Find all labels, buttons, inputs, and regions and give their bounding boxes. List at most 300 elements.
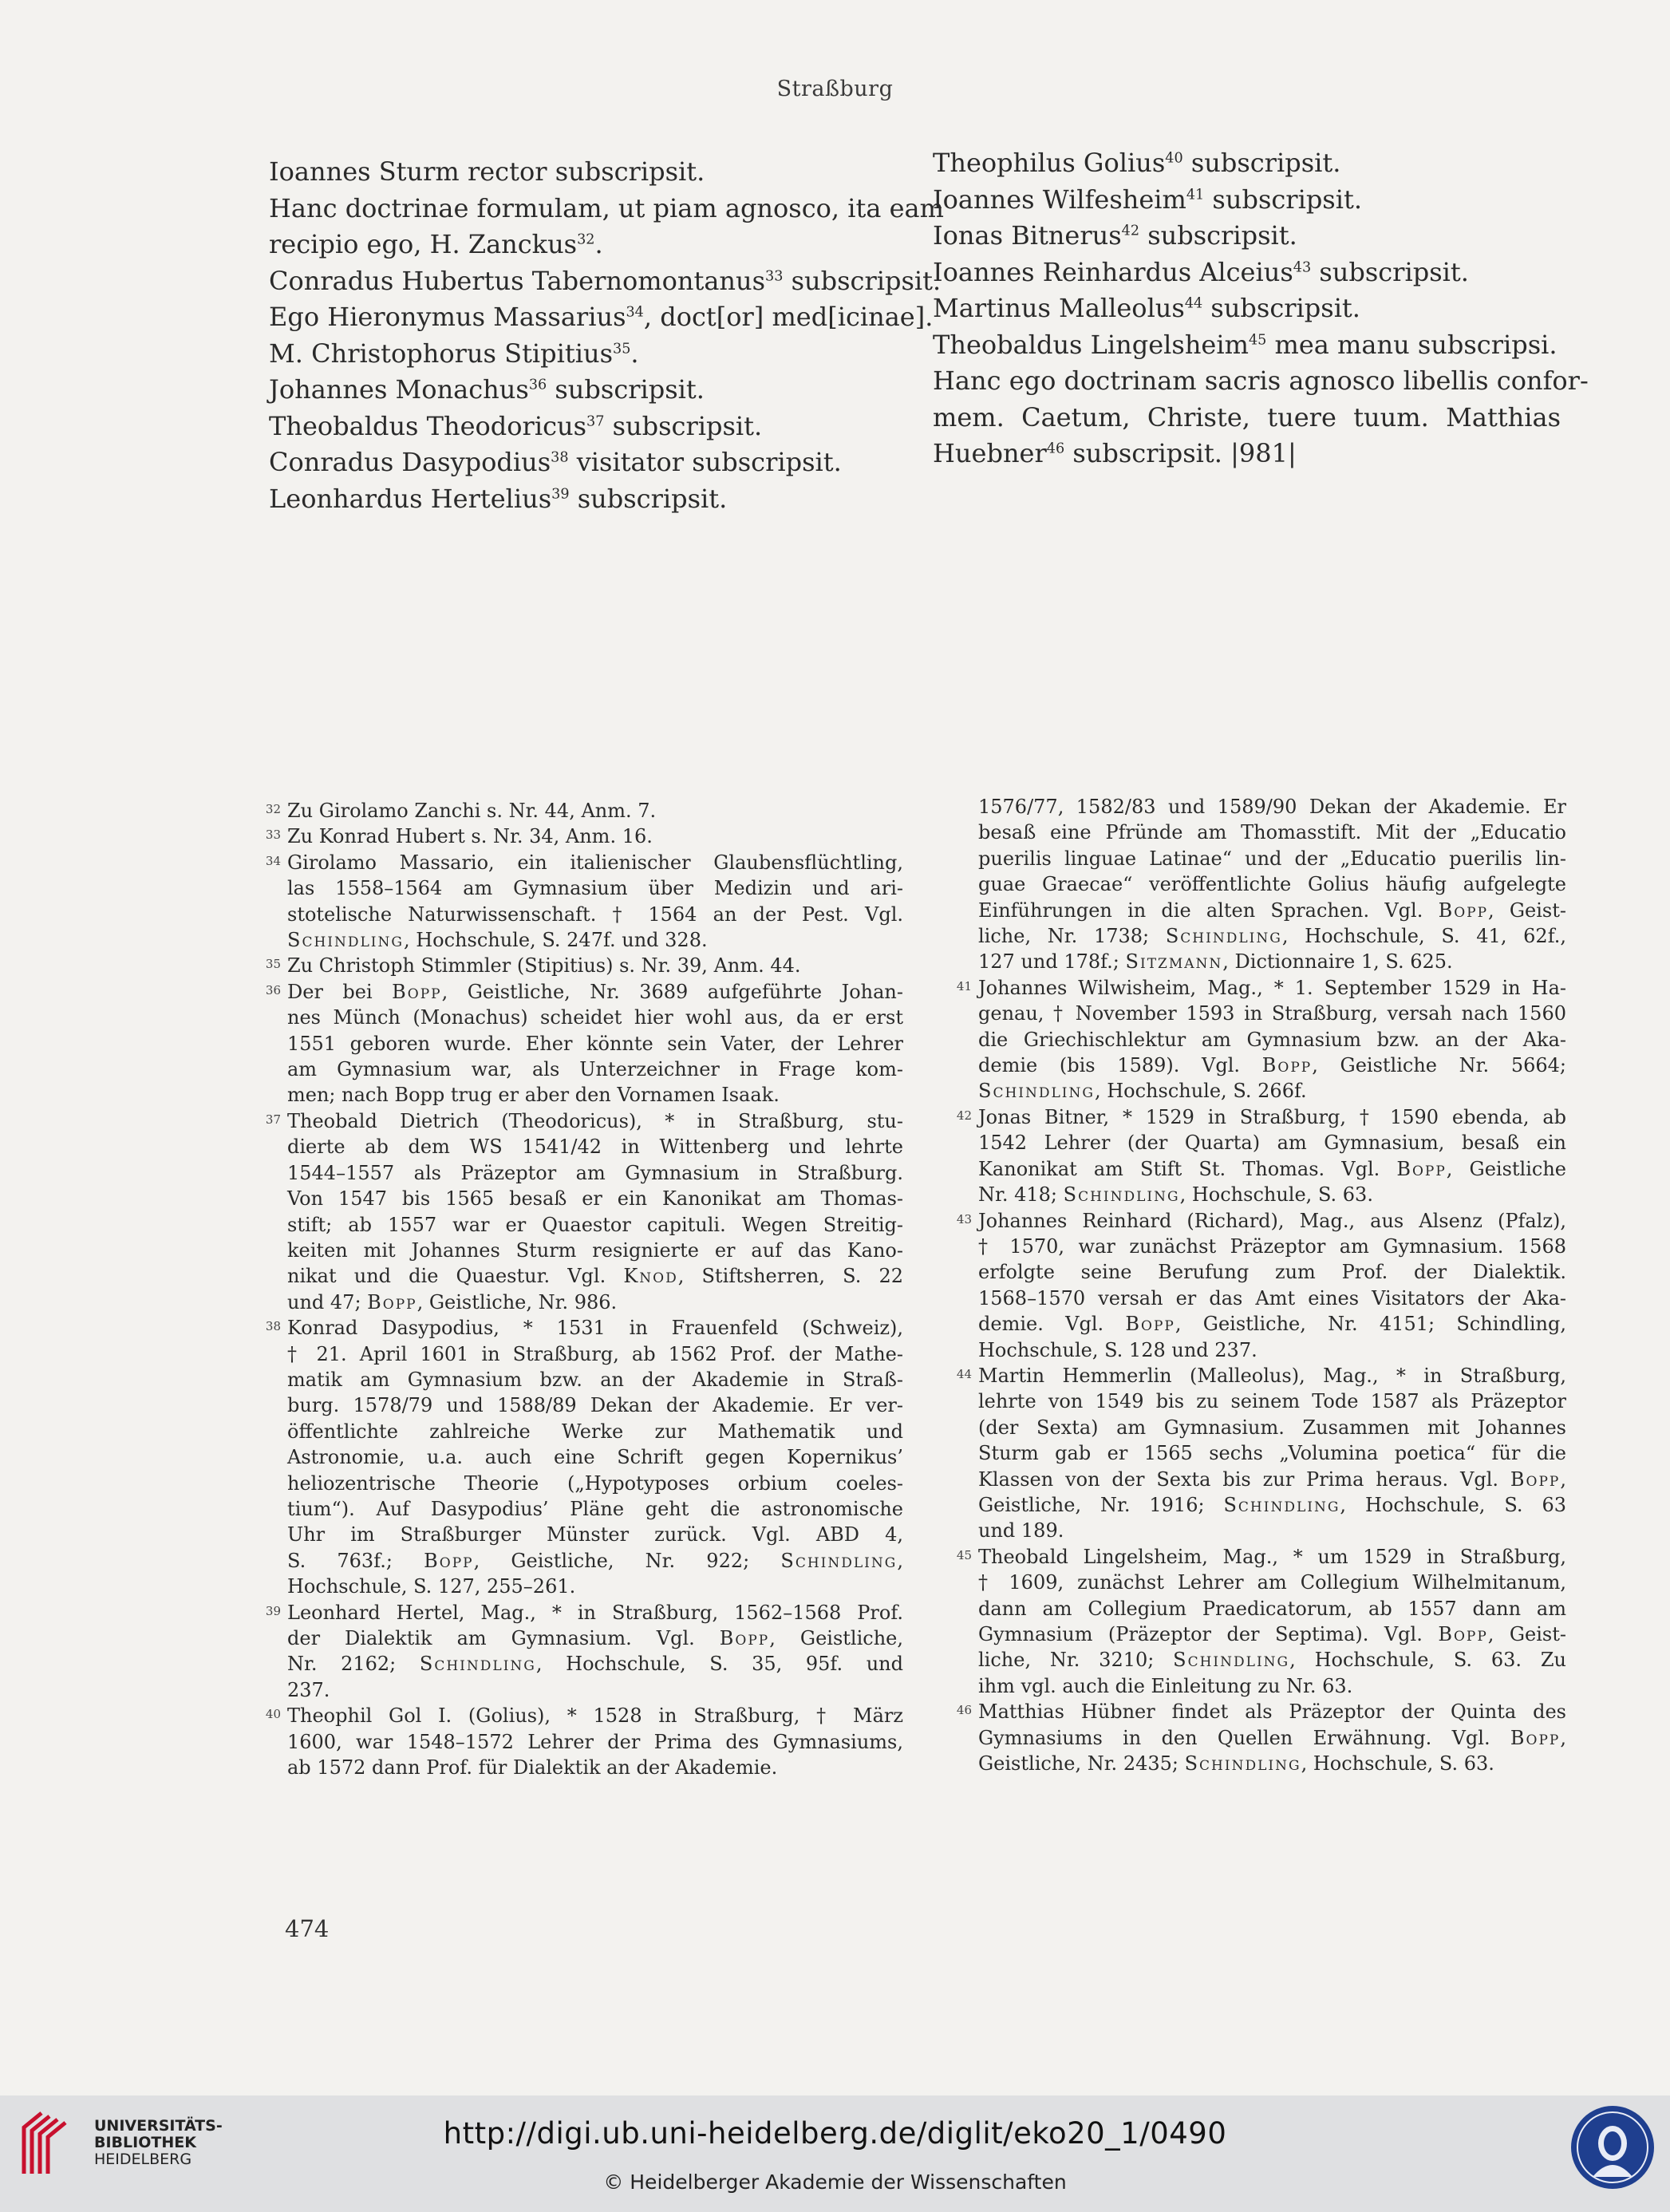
signatory-line <box>269 299 934 336</box>
footnote-reference: 35 <box>613 340 631 357</box>
footnote-text: Klassen von der Sexta bis zur Prima heraus. Vgl. <box>978 1467 1510 1491</box>
line-text: subscripsit. <box>1202 293 1360 323</box>
line-text: Ionas Bitnerus <box>933 220 1122 251</box>
footnote-line <box>287 1082 903 1108</box>
footnote-line <box>978 1415 1566 1440</box>
footnote-text: , Hochschule, S. 35, 95f. und <box>535 1653 903 1676</box>
footnote-line <box>978 1570 1566 1595</box>
footnote-number: 34 <box>265 853 281 868</box>
line-text: Johannes Monachus <box>269 374 529 405</box>
author-reference: Bopp <box>1125 1313 1175 1336</box>
footnote-line <box>287 1186 903 1211</box>
footnote-text: , <box>1560 1726 1566 1749</box>
footnote-text: keiten mit Johannes Sturm resignierte er auf das Kano- <box>287 1238 903 1262</box>
footnote-line <box>978 1725 1566 1751</box>
footnote-reference: 42 <box>1121 223 1140 239</box>
footnote-line <box>287 1341 903 1367</box>
footnote-line <box>287 875 903 901</box>
author-reference: Schindling <box>1173 1649 1290 1672</box>
footnote-text: , Geistliche, Nr. 986. <box>417 1290 618 1313</box>
footnote-text: burg. 1578/79 und 1588/89 Dekan der Akademie. Er ver- <box>287 1394 903 1417</box>
footnote-line <box>287 1677 903 1703</box>
footnote-number: 36 <box>265 982 281 997</box>
footnote-text: , Hochschule, S. 41, 62f., <box>1281 925 1566 948</box>
footnote-text: puerilis linguae Latinae“ und der „Educatio puerilis lin- <box>978 847 1566 870</box>
footnote-line <box>978 1027 1566 1053</box>
footnote-text: 127 und 178f.; <box>978 950 1126 974</box>
footnote-line <box>287 1212 903 1238</box>
footnote-text: Gymnasium (Präzeptor der Septima). Vgl. <box>978 1623 1439 1645</box>
academy-seal-icon <box>1569 2103 1656 2191</box>
footnote-text: und 189. <box>978 1519 1064 1542</box>
footnote-text: , Geist- <box>1488 899 1566 922</box>
author-reference: Bopp <box>392 980 442 1003</box>
footnote-number: 38 <box>265 1319 281 1334</box>
line-text: visitator subscripsit. <box>568 447 842 477</box>
signatory-line <box>269 372 907 409</box>
page-number: 474 <box>285 1915 330 1942</box>
footnote-text: liche, Nr. 1738; <box>978 925 1166 948</box>
footnote-text: ab 1572 dann Prof. für Dialektik an der Akademie. <box>287 1756 778 1779</box>
author-reference: Schindling <box>1223 1493 1340 1516</box>
footnote-text: Theobald Lingelsheim, Mag., * um 1529 in Straßburg, <box>978 1545 1566 1568</box>
footnote <box>265 1315 903 1599</box>
footnote-text: Theophil Gol I. (Golius), * 1528 in Straßburg, † März <box>287 1704 903 1728</box>
line-text: subscripsit. <box>604 410 763 441</box>
footnote-text: Sturm gab er 1565 sechs „Volumina poetica“ für die <box>978 1442 1566 1465</box>
footnote-text: stift; ab 1557 war er Quaestor capituli. Wegen Streitig- <box>287 1213 903 1236</box>
signatory-line <box>933 182 1561 219</box>
footnote-line <box>978 1182 1566 1207</box>
footnote-line <box>978 1518 1566 1543</box>
footnote-text: Nr. 418; <box>978 1183 1064 1207</box>
footnote-line <box>287 1729 903 1755</box>
signatory-line <box>933 400 1561 436</box>
footnote-text: Zu Christoph Stimmler (Stipitius) s. Nr. 39, Anm. 44. <box>287 954 801 978</box>
footnote-line <box>287 1522 903 1547</box>
footnote-number: 42 <box>956 1108 972 1123</box>
footnote-text: , Dictionnaire 1, S. 625. <box>1222 950 1453 974</box>
footnote-text: , Geistliche, Nr. 3689 aufgeführte Johan- <box>441 980 903 1003</box>
copyright-notice: © Heidelberger Akademie der Wissenschaften <box>603 2171 1067 2194</box>
footnote-reference: 38 <box>551 449 569 466</box>
footnote-number: 45 <box>956 1547 972 1562</box>
footnote <box>265 1600 903 1704</box>
footnote-text: Zu Girolamo Zanchi s. Nr. 44, Anm. 7. <box>287 800 657 822</box>
footnote-text: , Hochschule, S. 266f. <box>1094 1080 1307 1103</box>
footnote-text: und 47; <box>287 1290 368 1313</box>
footnote-line <box>287 1496 903 1522</box>
footnote-line <box>287 1444 903 1470</box>
author-reference: Bopp <box>367 1290 417 1313</box>
footnote-text: Der bei <box>287 980 393 1003</box>
footnote-line <box>287 927 903 953</box>
footnote-text: , Hochschule, S. 63. <box>1179 1183 1373 1207</box>
line-text: recipio ego, H. Zanckus <box>269 229 578 259</box>
footnote-text: heliozentrische Theorie („Hypotyposes orbium coeles- <box>287 1471 903 1495</box>
institution-line-2: BIBLIOTHEK <box>94 2134 196 2151</box>
signatories-right-column <box>933 145 1589 472</box>
footnote-text: der Dialektik am Gymnasium. Vgl. <box>287 1627 720 1649</box>
footnote-text: Uhr im Straßburger Münster zurück. Vgl. ABD 4, <box>287 1523 903 1546</box>
footnote-line <box>978 1337 1566 1363</box>
line-text: subscripsit. <box>547 374 705 405</box>
footnote <box>956 1208 1566 1363</box>
signatory-line <box>933 218 1561 255</box>
author-reference: Schindling <box>287 929 404 952</box>
running-header: Straßburg <box>776 77 894 101</box>
footnote-line <box>287 1005 903 1030</box>
author-reference: Schindling <box>419 1653 536 1676</box>
footnote-line <box>287 1238 903 1263</box>
signatory-line <box>269 191 944 227</box>
author-reference: Bopp <box>1510 1726 1561 1749</box>
footnote-text: 1568–1570 versah er das Amt eines Visitators der Aka- <box>978 1286 1566 1309</box>
footnote-line <box>287 1625 903 1651</box>
footnote-text: Martin Hemmerlin (Malleolus), Mag., * in Straßburg, <box>978 1364 1566 1387</box>
footnote-text: Zu Konrad Hubert s. Nr. 34, Anm. 16. <box>287 825 653 848</box>
footnote-text: demie. Vgl. <box>978 1313 1126 1336</box>
footnote-line <box>978 1699 1566 1724</box>
footnote-text: 1600, war 1548–1572 Lehrer der Prima des Gymnasiums, <box>287 1730 903 1753</box>
line-text: Ioannes Sturm rector subscripsit. <box>269 156 705 187</box>
footnote-line <box>978 846 1566 871</box>
author-reference: Bopp <box>1396 1157 1447 1180</box>
footnotes-right-column <box>956 794 1566 1776</box>
author-reference: Schindling <box>1063 1183 1180 1207</box>
footnote-line <box>978 1544 1566 1570</box>
footnote-text: , Geistliche, <box>769 1627 903 1649</box>
line-text: subscripsit. <box>1311 256 1469 287</box>
footnote-line <box>978 1078 1566 1104</box>
footnote-line <box>287 1057 903 1082</box>
line-text: Conradus Dasypodius <box>269 447 551 477</box>
footnote-text: 1576/77, 1582/83 und 1589/90 Dekan der Akademie. Er <box>978 796 1566 818</box>
footnote-text: Theobald Dietrich (Theodoricus), * in Straßburg, stu- <box>287 1109 903 1132</box>
footnote-line <box>978 1467 1566 1492</box>
footnote-text: Jonas Bitner, * 1529 in Straßburg, † 1590 ebenda, ab <box>978 1105 1566 1128</box>
footnote-text: die Griechischlektur am Gymnasium bzw. an der Aka- <box>978 1028 1566 1051</box>
footnote-line <box>978 975 1566 1001</box>
author-reference: Bopp <box>424 1549 474 1572</box>
footnote-line <box>287 1651 903 1677</box>
footnote-line <box>978 794 1566 820</box>
footnote-line <box>978 1208 1566 1234</box>
footnote-number: 43 <box>956 1211 972 1226</box>
footnote-text: , Geist- <box>1487 1623 1566 1645</box>
footnote <box>265 1703 903 1780</box>
signatory-line <box>933 327 1561 364</box>
footnote-text: Einführungen in die alten Sprachen. Vgl. <box>978 899 1439 922</box>
footnote-text: 1551 geboren wurde. Eher könnte sein Vater, der Lehrer <box>287 1032 903 1055</box>
signatory-line <box>933 363 1589 400</box>
footnote-line <box>978 949 1566 974</box>
footnote-line <box>287 1419 903 1444</box>
footnote-line <box>287 1031 903 1057</box>
author-reference: Bopp <box>1438 899 1489 922</box>
line-text: mem. Caetum, Christe, tuere tuum. Matthias <box>933 401 1561 433</box>
signatory-line <box>269 227 907 263</box>
footnote-line <box>287 953 903 978</box>
footnote-text: öffentlichte zahlreiche Werke zur Mathematik und <box>287 1420 903 1443</box>
footnote-number: 46 <box>956 1703 972 1718</box>
line-text: Theophilus Golius <box>933 148 1166 178</box>
footnote-line <box>978 1492 1566 1518</box>
footnote-line <box>287 1108 903 1134</box>
footnote-line <box>287 1574 903 1599</box>
footnote-text: , Hochschule, S. 63. Zu <box>1289 1649 1566 1672</box>
signatories-left-column <box>269 154 944 517</box>
author-reference: Bopp <box>1510 1467 1561 1491</box>
footnote-line <box>287 1160 903 1186</box>
footnote <box>956 1104 1566 1208</box>
footnote-text: las 1558–1564 am Gymnasium über Medizin und ari- <box>287 877 903 900</box>
footnote-line <box>287 824 903 849</box>
footnote-reference: 39 <box>551 485 570 502</box>
footnote-text: ihm vgl. auch die Einleitung zu Nr. 63. <box>978 1674 1353 1697</box>
signatory-line <box>269 409 907 445</box>
footnote-reference: 37 <box>586 413 605 429</box>
line-text: Ioannes Reinhardus Alceius <box>933 256 1293 287</box>
footnote-number: 40 <box>265 1707 281 1722</box>
footnote-line <box>287 850 903 875</box>
footnote <box>265 824 903 849</box>
footnote-line <box>287 1471 903 1496</box>
footnote-line <box>978 1673 1566 1699</box>
footnote-text: , Geistliche, Nr. 922; <box>473 1549 781 1572</box>
footnote-reference: 44 <box>1184 295 1203 312</box>
footnote-text: Nr. 2162; <box>287 1653 420 1676</box>
line-text: Theobaldus Lingelsheim <box>933 329 1249 360</box>
footnote-text: † 1570, war zunächst Präzeptor am Gymnasium. 1568 <box>978 1234 1566 1258</box>
footnote-line <box>978 1259 1566 1285</box>
footnote-number: 35 <box>265 957 281 972</box>
footnote-text: Von 1547 bis 1565 besaß er ein Kanonikat am Thomas- <box>287 1187 903 1211</box>
footnote-number: 41 <box>956 978 972 993</box>
signatory-line <box>933 290 1561 327</box>
footnote-line <box>287 1703 903 1728</box>
footnote-text: (der Sexta) am Gymnasium. Zusammen mit Johannes <box>978 1416 1566 1439</box>
footnote-line <box>287 1290 903 1315</box>
footnote-line <box>978 1751 1566 1776</box>
footnote <box>956 1699 1566 1776</box>
footnote-line <box>287 1392 903 1418</box>
footnote <box>978 794 1566 975</box>
footnote-text: , <box>1560 1467 1566 1491</box>
line-text: subscripsit. <box>1182 148 1341 178</box>
signatory-line <box>269 263 942 300</box>
footnote <box>265 850 903 954</box>
footnote-reference: 40 <box>1165 150 1183 167</box>
footnote-line <box>287 1548 903 1574</box>
footnote-text: erfolgte seine Berufung zum Prof. der Dialektik. <box>978 1261 1566 1284</box>
signatory-line <box>269 336 907 373</box>
footnote-text: matik am Gymnasium bzw. an der Akademie in Straß- <box>287 1368 903 1391</box>
footnote-text: Hochschule, S. 128 und 237. <box>978 1338 1257 1361</box>
line-text: subscripsit. <box>1139 220 1297 251</box>
signatory-line <box>269 481 907 518</box>
footnote-number: 44 <box>956 1366 972 1381</box>
footnote-text: Johannes Reinhard (Richard), Mag., aus Alsenz (Pfalz), <box>978 1209 1566 1232</box>
signatory-line <box>933 145 1561 182</box>
footnote <box>265 953 903 978</box>
footnote-text: dierte ab dem WS 1541/42 in Wittenberg und lehrte <box>287 1136 903 1159</box>
footnote-line <box>287 1755 903 1780</box>
footnote-line <box>978 1053 1566 1078</box>
footnote-text: nikat und die Quaestur. Vgl. <box>287 1265 624 1288</box>
line-text: mea manu subscripsi. <box>1266 329 1557 360</box>
footnote-text: , Geistliche <box>1446 1157 1566 1180</box>
line-text: Huebner <box>933 438 1047 468</box>
line-text: , doct[or] med[icinae]. <box>643 302 934 332</box>
footnote <box>956 1544 1566 1699</box>
footnote <box>956 975 1566 1104</box>
footnote-line <box>287 902 903 927</box>
footnote-text: Kanonikat am Stift St. Thomas. Vgl. <box>978 1157 1397 1180</box>
digital-object-url-link[interactable]: http://digi.ub.uni-heidelberg.de/diglit/eko20_1/0490 <box>443 2116 1227 2151</box>
footnote-reference: 41 <box>1186 186 1205 203</box>
footnote-line <box>287 798 903 824</box>
footnote-text: Astronomie, u.a. auch eine Schrift gegen Kopernikus’ <box>287 1446 903 1469</box>
line-text: . <box>594 229 603 259</box>
footnote-text: dann am Collegium Praedicatorum, ab 1557 dann am <box>978 1597 1566 1620</box>
footnote-line <box>978 1130 1566 1155</box>
footnote-line <box>287 1600 903 1625</box>
footnotes-left-column <box>265 798 903 1780</box>
footnote <box>265 979 903 1108</box>
signatory-line <box>269 154 907 191</box>
line-text: Hanc doctrinae formulam, ut piam agnosco, ita eam <box>269 192 944 223</box>
footnote-text: Geistliche, Nr. 2435; <box>978 1752 1185 1776</box>
footnote-number: 32 <box>265 802 281 816</box>
footnote-text: Leonhard Hertel, Mag., * in Straßburg, 1562–1568 Prof. <box>287 1601 903 1624</box>
line-text: subscripsit. <box>569 483 728 514</box>
footnote-text: Gymnasiums in den Quellen Erwähnung. Vgl. <box>978 1726 1510 1749</box>
line-text: Martinus Malleolus <box>933 293 1185 323</box>
footnote-line <box>978 1621 1566 1647</box>
footnote-text: nes Münch (Monachus) scheidet hier wohl aus, da er erst <box>287 1006 903 1029</box>
footnote-text: , Hochschule, S. 247f. und 328. <box>403 929 708 952</box>
institution-line-1: UNIVERSITÄTS- <box>94 2117 223 2135</box>
footnote-text: demie (bis 1589). Vgl. <box>978 1054 1262 1077</box>
footnote-number: 39 <box>265 1603 281 1618</box>
line-text: . <box>630 338 639 369</box>
signatory-line <box>269 444 907 481</box>
footnote-line <box>978 1001 1566 1026</box>
footnote-line <box>287 979 903 1005</box>
footnote-reference: 36 <box>528 377 547 393</box>
line-text: Leonhardus Hertelius <box>269 483 552 514</box>
footnote-line <box>287 1263 903 1289</box>
footnote-text: Matthias Hübner findet als Präzeptor der Quinta des <box>978 1700 1566 1724</box>
footnote-text: tium“). Auf Dasypodius’ Pläne geht die astronomische <box>287 1497 903 1520</box>
footnote-text: lehrte von 1549 bis zu seinem Tode 1587 als Präzeptor <box>978 1390 1566 1413</box>
footnote-number: 37 <box>265 1112 281 1127</box>
footnote-text: , Hochschule, S. 63 <box>1340 1493 1566 1516</box>
author-reference: Bopp <box>1261 1054 1313 1077</box>
footnote-line <box>978 820 1566 845</box>
footnote-text: † 21. April 1601 in Straßburg, ab 1562 Prof. der Mathe- <box>287 1342 903 1365</box>
line-text: Ioannes Wilfesheim <box>933 184 1186 215</box>
footnote-text: stotelische Naturwissenschaft. † 1564 an der Pest. Vgl. <box>287 903 903 926</box>
footnote-reference: 46 <box>1046 440 1065 457</box>
footnote-line <box>978 1647 1566 1673</box>
footnote-line <box>978 1234 1566 1259</box>
footnote-reference: 45 <box>1248 331 1267 348</box>
line-text: subscripsit. <box>783 265 942 296</box>
author-reference: Schindling <box>978 1080 1095 1103</box>
footnote-text: † 1609, zunächst Lehrer am Collegium Wilhelmitanum, <box>978 1571 1566 1594</box>
footnote-line <box>978 898 1566 923</box>
line-text: Ego Hieronymus Massarius <box>269 302 626 332</box>
footnote-line <box>287 1367 903 1392</box>
footnote-text: besaß eine Pfründe am Thomasstift. Mit der „Educatio <box>978 821 1566 844</box>
line-text: Hanc ego doctrinam sacris agnosco libellis confor- <box>933 365 1589 396</box>
footnote-line <box>978 1440 1566 1466</box>
footnote-text: 237. <box>287 1678 330 1701</box>
footnote-reference: 34 <box>626 304 644 321</box>
footnote-reference: 33 <box>765 267 784 284</box>
footnote-line <box>978 1388 1566 1414</box>
footnote-text: , Stiftsherren, S. 22 <box>677 1265 903 1288</box>
footnote-line <box>978 871 1566 897</box>
line-text: Conradus Hubertus Tabernomontanus <box>269 265 766 296</box>
footnote-line <box>287 1134 903 1159</box>
footnote-text: 1542 Lehrer (der Quarta) am Gymnasium, besaß ein <box>978 1132 1566 1155</box>
footnote-line <box>978 1596 1566 1621</box>
author-reference: Sitzmann <box>1125 950 1223 974</box>
footnote <box>265 1108 903 1315</box>
footnote-text: Girolamo Massario, ein italienischer Glaubensflüchtling, <box>287 851 903 874</box>
author-reference: Knod <box>623 1265 678 1288</box>
signatory-line <box>933 436 1561 472</box>
footnote-line <box>287 1315 903 1341</box>
footnote-text: Geistliche, Nr. 1916; <box>978 1493 1224 1516</box>
signatory-line <box>933 255 1561 291</box>
footnote-text: men; nach Bopp trug er aber den Vornamen Isaak. <box>287 1084 780 1107</box>
footnote-text: genau, † November 1593 in Straßburg, versah nach 1560 <box>978 1002 1566 1025</box>
footnote-line <box>978 923 1566 949</box>
line-text: Theobaldus Theodoricus <box>269 410 587 441</box>
footnote-number: 33 <box>265 828 281 843</box>
footnote-line <box>978 1104 1566 1130</box>
footnote-text: S. 763f.; <box>287 1549 424 1572</box>
footnote-line <box>978 1156 1566 1182</box>
footnote-text: , Hochschule, S. 63. <box>1301 1752 1494 1776</box>
footnote-line <box>978 1286 1566 1311</box>
footnote-text: , Geistliche, Nr. 4151; Schindling, <box>1175 1313 1566 1336</box>
footnote-reference: 43 <box>1293 259 1312 275</box>
author-reference: Bopp <box>1438 1623 1488 1645</box>
footnote-text: liche, Nr. 3210; <box>978 1649 1174 1672</box>
footnote <box>265 798 903 824</box>
footnote-reference: 32 <box>577 231 595 248</box>
footer-band <box>0 2095 1670 2212</box>
author-reference: Bopp <box>719 1627 770 1649</box>
footnote-line <box>978 1311 1566 1337</box>
footnote-text: am Gymnasium war, als Unterzeichner in Frage kom- <box>287 1058 903 1081</box>
footnote-text: Johannes Wilwisheim, Mag., * 1. September 1529 in Ha- <box>978 976 1566 999</box>
institution-line-3: HEIDELBERG <box>94 2151 192 2168</box>
footnote-text: , Geistliche Nr. 5664; <box>1312 1054 1566 1077</box>
line-text: subscripsit. <box>1204 184 1362 215</box>
author-reference: Schindling <box>1165 925 1282 948</box>
line-text: subscripsit. |981| <box>1064 438 1297 468</box>
footnote-line <box>978 1363 1566 1388</box>
line-text: M. Christophorus Stipitius <box>269 338 613 369</box>
footnote-text: 1544–1557 als Präzeptor am Gymnasium in Straßburg. <box>287 1161 903 1184</box>
footnote-text: guae Graecae“ veröffentlichte Golius häufig aufgelegte <box>978 873 1566 896</box>
